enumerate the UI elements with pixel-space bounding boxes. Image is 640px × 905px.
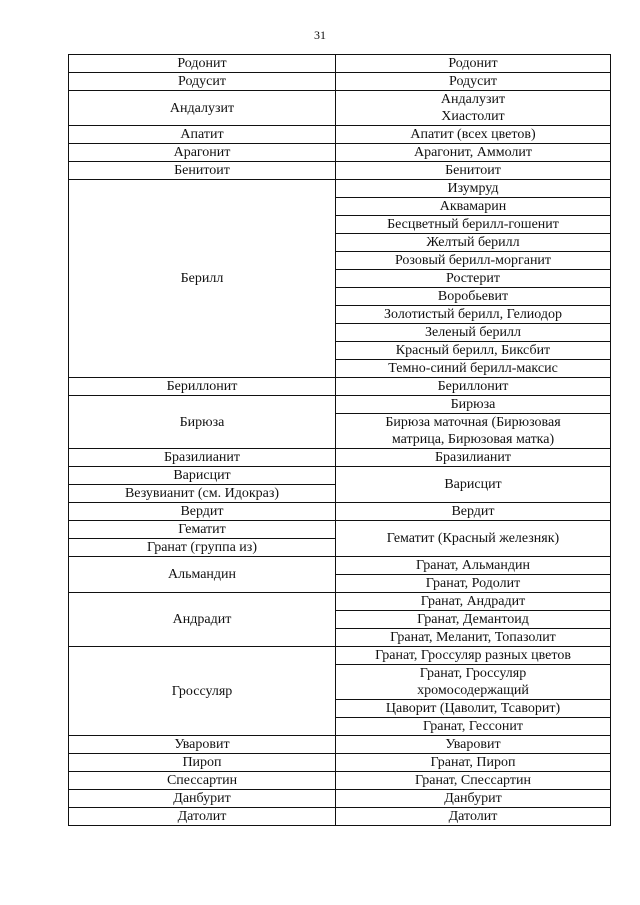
table-cell: Бесцветный берилл-гошенит [336, 216, 611, 234]
table-row [69, 144, 611, 162]
page-number: 31 [314, 28, 326, 42]
table-row [69, 91, 611, 126]
table-cell: Родусит [69, 73, 336, 91]
table-row [69, 521, 611, 539]
table-cell: Гроссуляр [69, 647, 336, 736]
table-cell: Бенитоит [69, 162, 336, 180]
table-row [69, 396, 611, 414]
table-cell: Родонит [69, 55, 336, 73]
table-cell: Гранат, Родолит [336, 575, 611, 593]
table-row [69, 449, 611, 467]
cell-line: Андалузит [440, 92, 506, 107]
table-cell: Бирюза [69, 396, 336, 449]
table-row [69, 647, 611, 665]
table-cell: Бенитоит [336, 162, 611, 180]
table-row [69, 772, 611, 790]
table-cell: Аквамарин [336, 198, 611, 216]
table-cell: Вердит [336, 503, 611, 521]
table-cell: Золотистый берилл, Гелиодор [336, 306, 611, 324]
table-cell: Гематит (Красный железняк) [336, 521, 611, 557]
table-cell: Арагонит, Аммолит [336, 144, 611, 162]
table-cell: Вердит [69, 503, 336, 521]
table-cell: Гранат (группа из) [69, 539, 336, 557]
cell-line: матрица, Бирюзовая матка) [391, 432, 555, 447]
table-row [69, 790, 611, 808]
table-cell: Темно-синий берилл-максис [336, 360, 611, 378]
table-cell: Воробьевит [336, 288, 611, 306]
table-cell: Гранат, Спессартин [336, 772, 611, 790]
table-cell: Пироп [69, 754, 336, 772]
table-cell: Везувианит (см. Идокраз) [69, 485, 336, 503]
table-cell: Цаворит (Цаволит, Тсаворит) [336, 700, 611, 718]
table-cell: Гранат, Меланит, Топазолит [336, 629, 611, 647]
table-cell: Берилл [69, 180, 336, 378]
table-row [69, 808, 611, 826]
table-row [69, 55, 611, 73]
table-cell [336, 91, 611, 126]
table-cell: Датолит [69, 808, 336, 826]
table-cell [336, 665, 611, 700]
table-cell: Гранат, Альмандин [336, 557, 611, 575]
table-cell: Бериллонит [69, 378, 336, 396]
table-cell: Гранат, Гроссуляр разных цветов [336, 647, 611, 665]
table-row [69, 557, 611, 575]
table-cell: Розовый берилл-морганит [336, 252, 611, 270]
table-row [69, 503, 611, 521]
table-cell: Варисцит [69, 467, 336, 485]
table-cell: Уваровит [336, 736, 611, 754]
table-cell: Бирюза [336, 396, 611, 414]
cell-line: хромосодержащий [417, 683, 529, 698]
table-cell: Желтый берилл [336, 234, 611, 252]
table-row [69, 593, 611, 611]
table-cell: Гранат, Пироп [336, 754, 611, 772]
gem-table [68, 54, 611, 826]
table-cell: Арагонит [69, 144, 336, 162]
table-cell: Изумруд [336, 180, 611, 198]
table-cell: Красный берилл, Биксбит [336, 342, 611, 360]
table-cell: Гранат, Демантоид [336, 611, 611, 629]
table-cell: Ростерит [336, 270, 611, 288]
table-row [69, 736, 611, 754]
table-row [69, 180, 611, 198]
table-cell: Гранат, Андрадит [336, 593, 611, 611]
table-cell: Датолит [336, 808, 611, 826]
table-cell: Гематит [69, 521, 336, 539]
table-row [69, 754, 611, 772]
table-cell: Варисцит [336, 467, 611, 503]
table-cell: Альмандин [69, 557, 336, 593]
table-row [69, 73, 611, 91]
cell-line: Гранат, Гроссуляр [419, 666, 527, 681]
table-row [69, 126, 611, 144]
table-cell: Бериллонит [336, 378, 611, 396]
table-cell: Апатит [69, 126, 336, 144]
table-cell: Зеленый берилл [336, 324, 611, 342]
table-row [69, 467, 611, 485]
table-cell: Данбурит [336, 790, 611, 808]
table-cell: Апатит (всех цветов) [336, 126, 611, 144]
cell-line: Хиастолит [441, 109, 505, 124]
table-cell: Бразилианит [69, 449, 336, 467]
table-cell: Бразилианит [336, 449, 611, 467]
cell-line: Бирюза маточная (Бирюзовая [385, 415, 561, 430]
table-cell: Уваровит [69, 736, 336, 754]
table-cell [336, 414, 611, 449]
table-cell: Андрадит [69, 593, 336, 647]
table-cell: Данбурит [69, 790, 336, 808]
table-cell: Гранат, Гессонит [336, 718, 611, 736]
table-cell: Андалузит [69, 91, 336, 126]
table-cell: Спессартин [69, 772, 336, 790]
table-row [69, 162, 611, 180]
table-row [69, 378, 611, 396]
table-cell: Родусит [336, 73, 611, 91]
table-cell: Родонит [336, 55, 611, 73]
